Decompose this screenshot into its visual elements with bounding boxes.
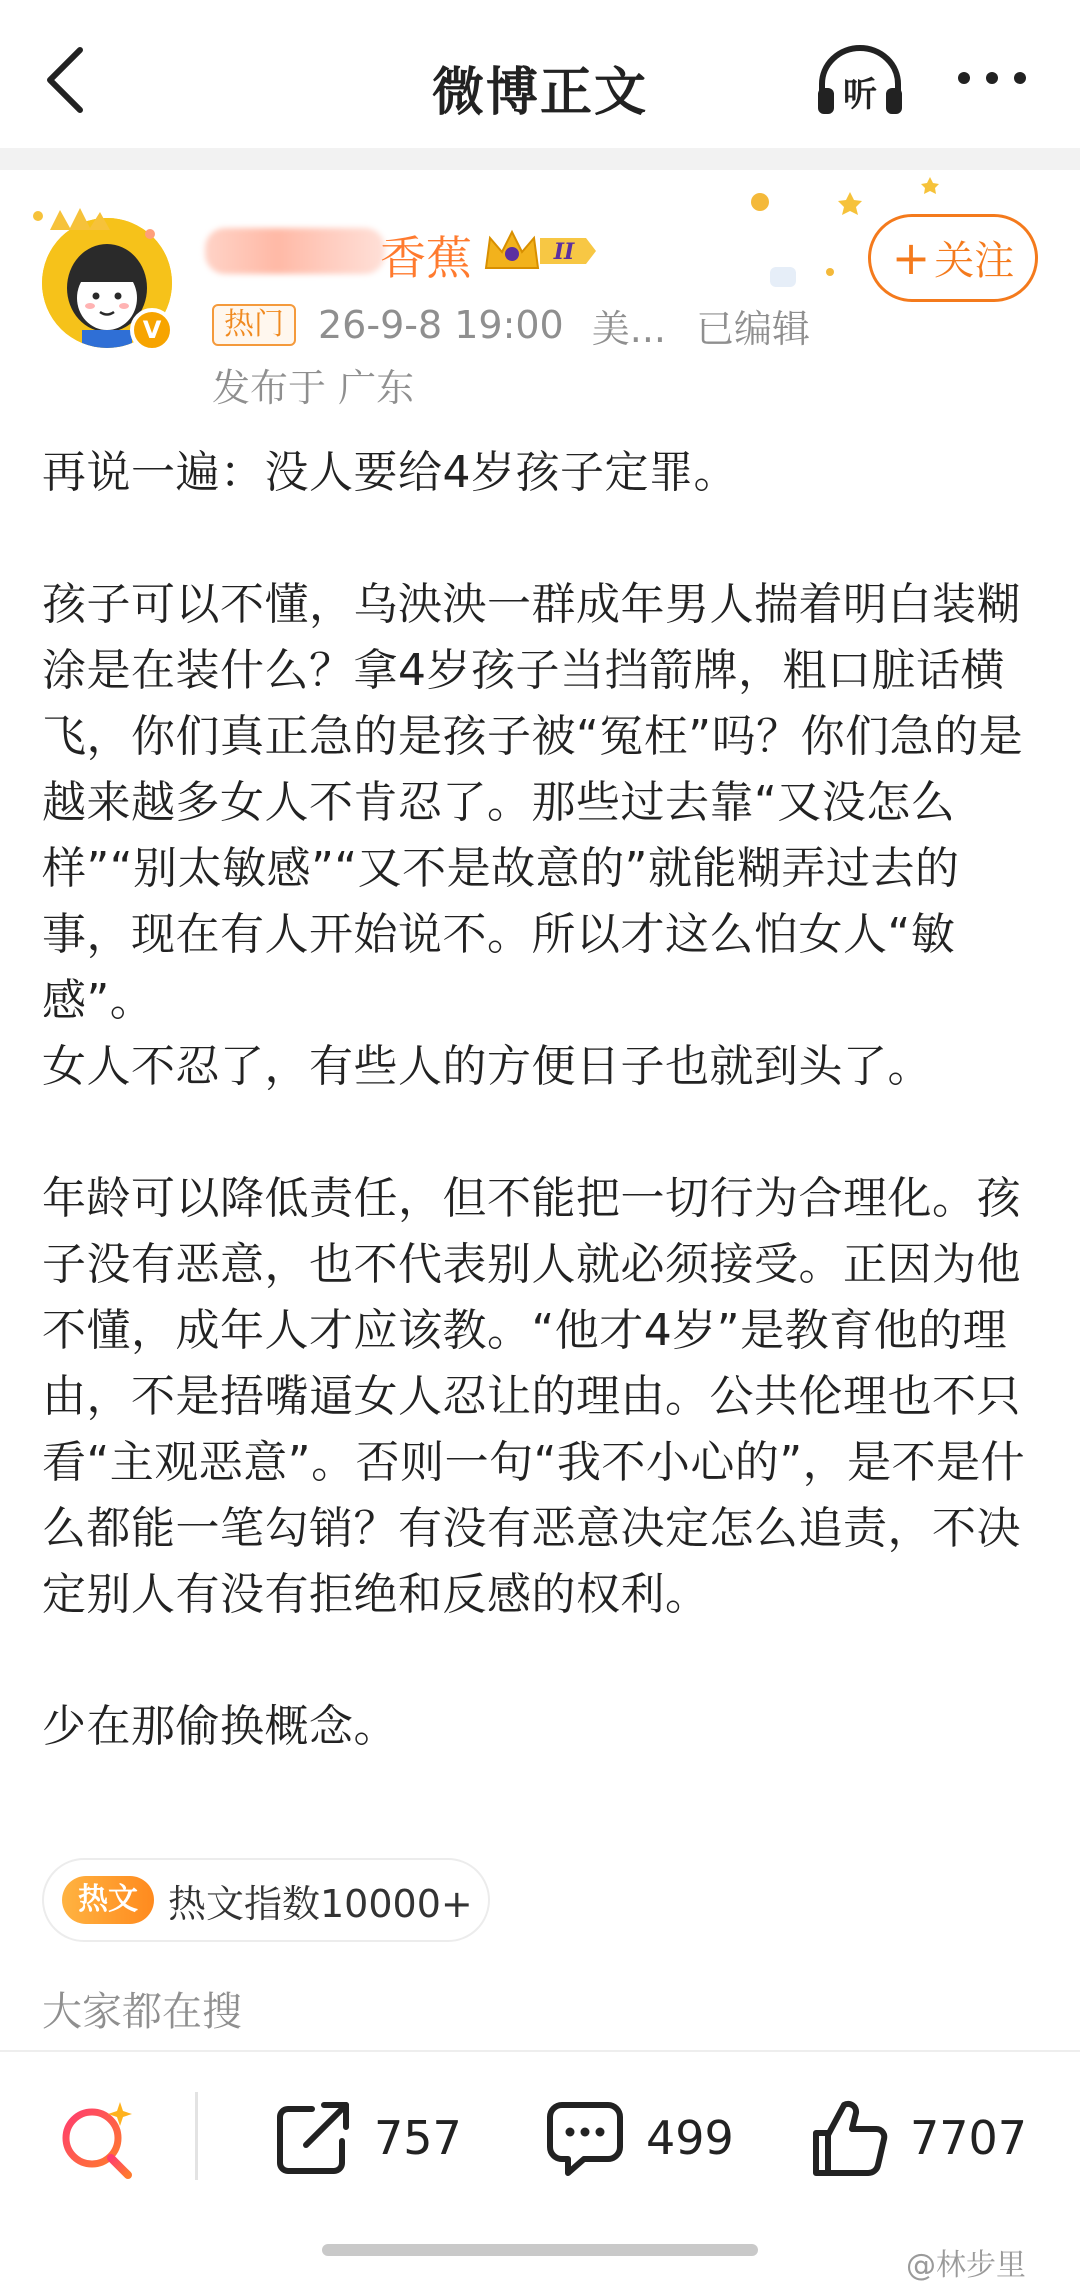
follow-button[interactable] — [868, 214, 1038, 302]
post-paragraph: 女人不忍了，有些人的方便日子也就到头了。 — [42, 1041, 932, 1092]
post-paragraph: 少在那偷换概念。 — [42, 1701, 398, 1752]
follow-label: 关注 — [934, 238, 1015, 284]
username-visible-suffix[interactable]: 香蕉 — [380, 231, 472, 285]
post-content — [42, 440, 1042, 1760]
more-options-button[interactable] — [952, 58, 1032, 98]
post-location: 发布于 广东 — [212, 366, 415, 410]
comment-button[interactable] — [544, 2092, 734, 2184]
post-paragraph: 年龄可以降低责任，但不能把一切行为合理化。孩子没有恶意，也不代表别人就必须接受。正因为他不懂，成年人才应该教。“他才4岁”是教育他的理由，不是捂嘴逼女人忍让的理由。公共伦理也不只看“主观恶意”。否则一句“我不小心的”，是不是什么都能一笔勾销？有没有恶意决定怎么追责，不决定别人有没有拒绝和反感的权利。 — [42, 1173, 1026, 1620]
post-paragraph: 再说一遍：没人要给4岁孩子定罪。 — [42, 447, 738, 498]
like-button[interactable] — [808, 2092, 1027, 2184]
username-blurred[interactable] — [205, 228, 385, 274]
hot-index-text: 热文指数10000+ — [168, 1881, 473, 1926]
plus-icon: + — [891, 231, 931, 285]
thumbs-up-icon — [808, 2097, 890, 2179]
listen-button[interactable] — [812, 40, 908, 120]
comment-count: 499 — [646, 2111, 734, 2165]
edited-label[interactable]: 已编辑 — [695, 306, 810, 351]
more-dots-icon — [952, 58, 1032, 98]
hot-index-chip[interactable] — [42, 1858, 490, 1942]
like-count: 7707 — [910, 2111, 1028, 2165]
repost-button[interactable] — [272, 2092, 462, 2184]
crown-level-badge — [482, 226, 600, 276]
verified-badge: V — [130, 308, 174, 352]
repost-count: 757 — [374, 2111, 462, 2165]
headphones-icon — [812, 40, 908, 120]
sparkle-search-icon — [56, 2098, 140, 2182]
weibo-watermark: @林步里 — [906, 2248, 1026, 2281]
hot-article-badge: 热文 — [62, 1876, 154, 1924]
trending-search-heading[interactable]: 大家都在搜 — [42, 1989, 242, 2035]
crown-level-label: II — [553, 239, 575, 265]
section-divider — [0, 148, 1080, 170]
comment-icon — [544, 2097, 626, 2179]
share-icon — [272, 2097, 354, 2179]
page-title: 微博正文 — [431, 63, 648, 123]
post-device: 美... — [591, 306, 666, 351]
listen-label: 听 — [843, 75, 877, 115]
action-separator — [195, 2092, 198, 2180]
post-meta — [212, 300, 810, 350]
hot-tag: 热门 — [212, 304, 296, 346]
post-paragraph: 孩子可以不懂，乌泱泱一群成年男人揣着明白装糊涂是在装什么？拿4岁孩子当挡箭牌，粗口脏话横飞，你们真正急的是孩子被“冤枉”吗？你们急的是越来越多女人不肯忍了。那些过去靠“又没怎么样”“别太敏感”“又不是故意的”就能糊弄过去的事，现在有人开始说不。所以才这么怕女人“敏感”。 — [42, 579, 1024, 1026]
ai-search-button[interactable] — [56, 2098, 140, 2182]
avatar-crown-decoration — [20, 190, 170, 250]
home-indicator — [322, 2244, 758, 2256]
top-nav-bar — [0, 0, 1080, 148]
post-time: 26-9-8 19:00 — [318, 303, 564, 347]
